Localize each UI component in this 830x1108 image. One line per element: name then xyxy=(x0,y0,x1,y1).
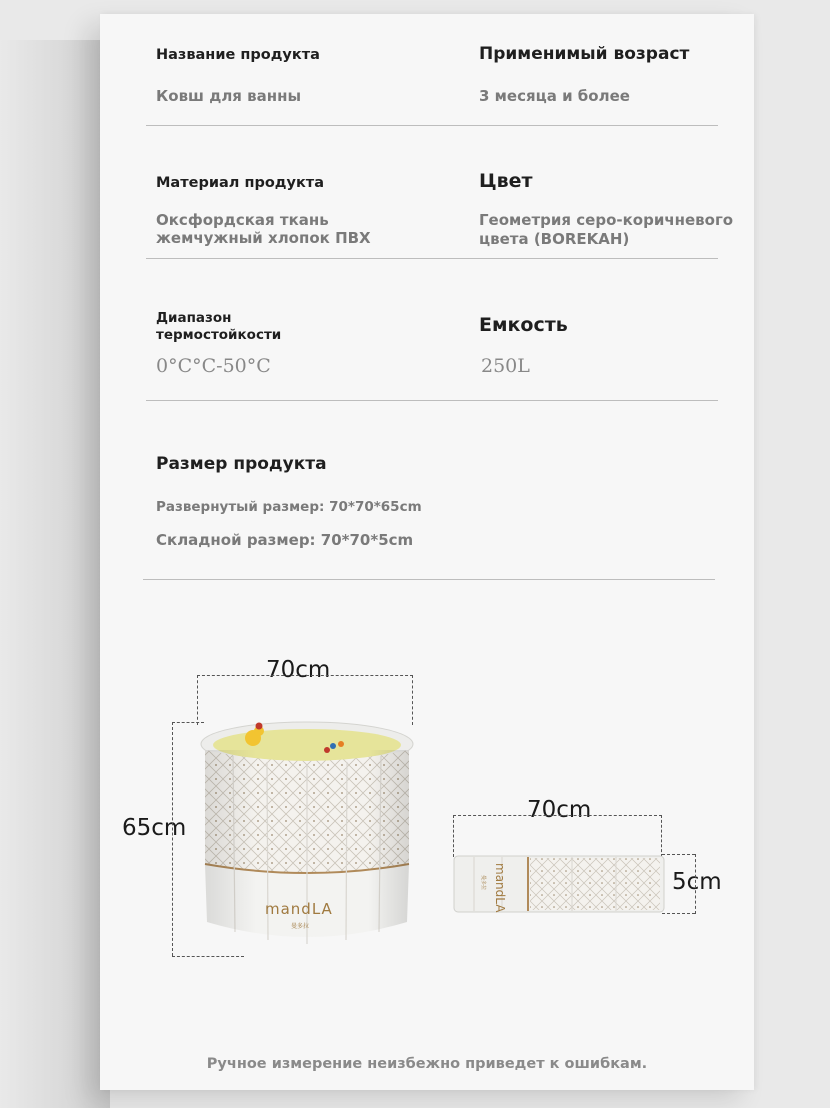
dim-line xyxy=(662,913,695,914)
tub-height-label: 65cm xyxy=(122,815,187,841)
dim-line xyxy=(453,815,662,816)
temp-label-line1: Диапазон xyxy=(156,310,232,326)
divider xyxy=(143,579,715,580)
brand-logo: mandLA xyxy=(493,863,507,913)
tub-width-label: 70cm xyxy=(266,657,331,683)
divider xyxy=(146,400,718,401)
temp-label-line2: термостойкости xyxy=(156,327,282,343)
bath-tub-illustration xyxy=(195,716,419,958)
folded-height-label: 5cm xyxy=(672,869,722,895)
temp-value: 0°C°C-50°C xyxy=(156,355,271,377)
unfolded-size: Развернутый размер: 70*70*65cm xyxy=(156,499,422,515)
color-value-line2: цвета (BOREKAH) xyxy=(479,230,630,248)
material-value-line2: жемчужный хлопок ПВХ xyxy=(156,229,371,247)
size-label: Размер продукта xyxy=(156,454,327,474)
folded-size: Складной размер: 70*70*5cm xyxy=(156,531,414,549)
material-value-line1: Оксфордская ткань xyxy=(156,211,329,229)
page-shadow xyxy=(0,40,110,1108)
color-label: Цвет xyxy=(479,170,533,192)
divider xyxy=(146,125,718,126)
dim-line xyxy=(197,675,413,676)
product-name-value: Ковш для ванны xyxy=(156,87,302,105)
folded-width-label: 70cm xyxy=(527,797,592,823)
dim-line xyxy=(662,854,695,855)
divider xyxy=(146,258,718,259)
dim-line xyxy=(695,854,696,914)
material-label: Материал продукта xyxy=(156,175,324,191)
brand-logo: mandLA xyxy=(265,900,333,918)
dim-line xyxy=(661,815,662,857)
brand-logo: 曼多拉 xyxy=(480,875,486,891)
age-label: Применимый возраст xyxy=(479,44,690,64)
product-name-label: Название продукта xyxy=(156,47,320,63)
age-value: 3 месяца и более xyxy=(479,87,630,105)
dim-line xyxy=(453,815,454,857)
dim-line xyxy=(172,722,173,956)
color-value-line1: Геометрия серо-коричневого xyxy=(479,211,734,229)
folded-tub-illustration xyxy=(452,853,666,915)
capacity-value: 250L xyxy=(481,355,530,377)
disclaimer: Ручное измерение неизбежно приведет к ошибкам. xyxy=(206,1056,648,1072)
brand-logo: 曼多拉 xyxy=(291,923,310,930)
capacity-label: Емкость xyxy=(479,314,568,336)
